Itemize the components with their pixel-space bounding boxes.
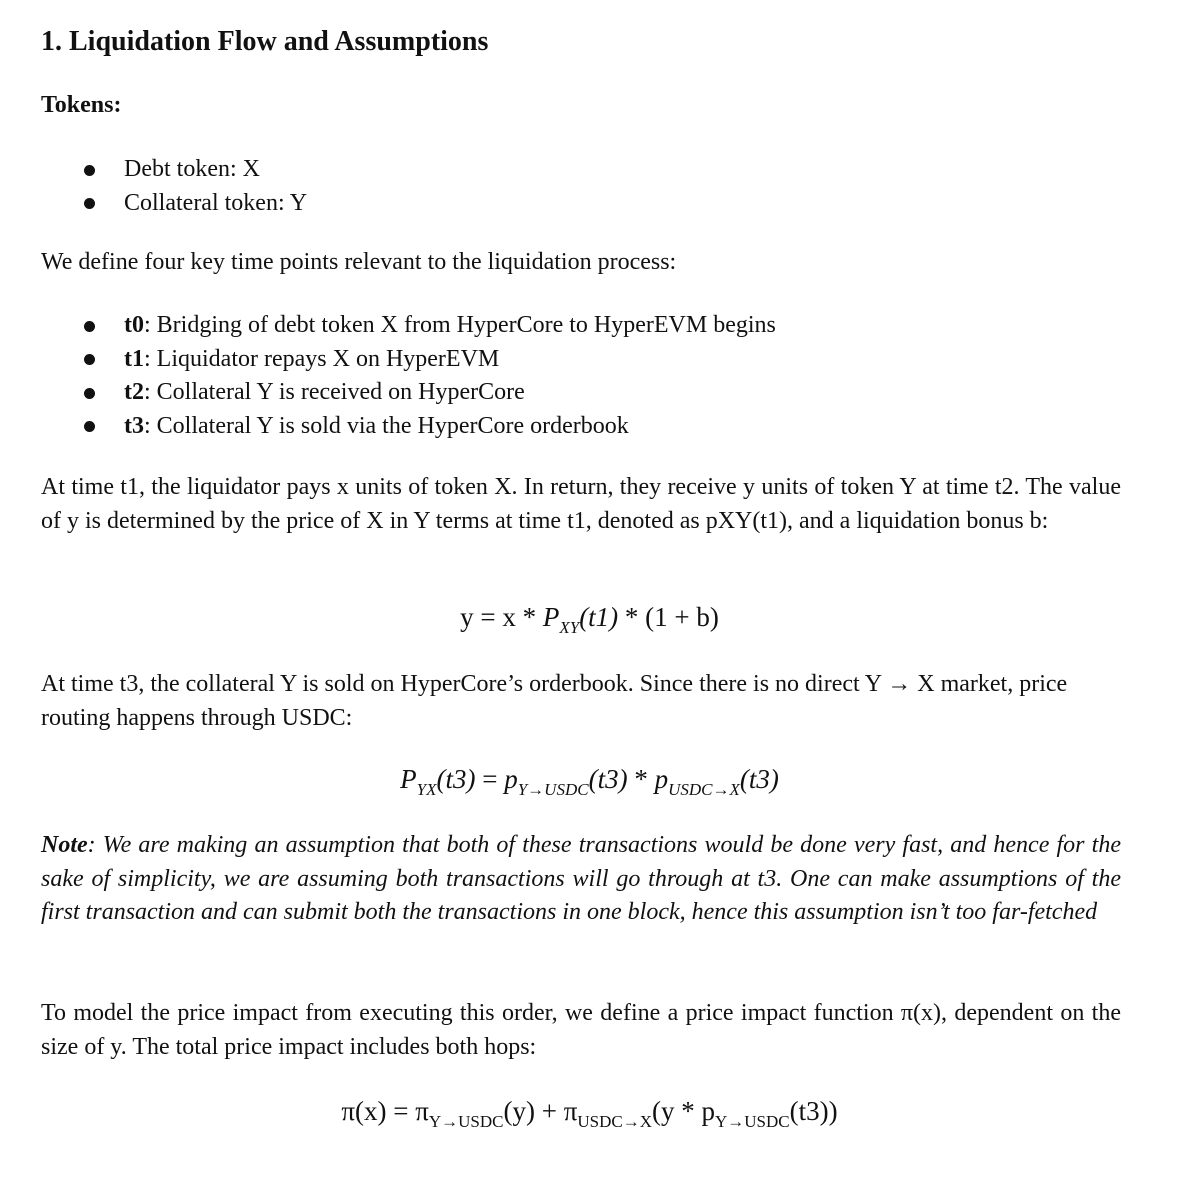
list-item: t1: Liquidator repays X on HyperEVM <box>0 343 1179 377</box>
note-paragraph: Note: We are making an assumption that both of these transactions would be done very fast, and hence for the sake of simplicity, we are assuming both transactions will go through at t3. One can make assumptions of the first transaction and can submit both the transactions in one block, hence this assumption isn’t too far-fetched <box>41 832 1121 925</box>
bullet-icon <box>84 198 95 209</box>
equation-pyx: $P_{YX}(t3) = p_{Y\to USDC}(t3) * p_{USDC\to X}(t3)$ <box>400 764 779 799</box>
bullet-icon <box>84 388 95 399</box>
list-item: t2: Collateral Y is received on HyperCore <box>0 376 1179 410</box>
timepoint-label: t1 <box>124 345 144 372</box>
tokens-heading: Tokens: <box>41 92 122 118</box>
tokens-list <box>0 153 1179 220</box>
paragraph-price-routing: At time t3, the collateral Y is sold on HyperCore’s orderbook. Since there is no direct Y → X market, price routing happens through USDC: <box>41 671 1068 731</box>
list-item: t3: Collateral Y is sold via the HyperCore orderbook <box>0 410 1179 444</box>
list-item: Collateral token: Y <box>0 187 1179 221</box>
bullet-icon <box>84 321 95 332</box>
timepoints-intro: We define four key time points relevant to the liquidation process: <box>41 249 677 275</box>
timepoint-label: t3 <box>124 412 144 439</box>
note-label: Note <box>41 832 88 858</box>
section-title: 1. Liquidation Flow and Assumptions <box>41 26 489 57</box>
timepoints-list <box>0 309 1179 443</box>
equation-pi: $\pi(x) = \pi_{Y\to USDC}(y) + \pi_{USDC\to X}(y * p_{Y\to USDC}(t3))$ <box>341 1096 838 1131</box>
bullet-icon <box>84 165 95 176</box>
paragraph-liquidation-payment: At time t1, the liquidator pays x units of token X. In return, they receive y units of token Y at time t2. The value of y is determined by the price of X in Y terms at time t1, denoted as pXY(t1), and a liquidation bonus b: <box>41 474 1121 534</box>
bullet-icon <box>84 421 95 432</box>
list-item: Debt token: X <box>0 153 1179 187</box>
list-item: t0: Bridging of debt token X from HyperCore to HyperEVM begins <box>0 309 1179 343</box>
timepoint-label: t0 <box>124 312 144 338</box>
timepoint-label: t2 <box>124 379 144 405</box>
equation-y: $y = x * P_{XY}(t1) * (1 + b)$ <box>460 602 719 637</box>
paragraph-price-impact: To model the price impact from executing this order, we define a price impact function π(x), dependent on the size of y. The total price impact includes both hops: <box>41 1000 1121 1060</box>
bullet-icon <box>84 354 95 365</box>
